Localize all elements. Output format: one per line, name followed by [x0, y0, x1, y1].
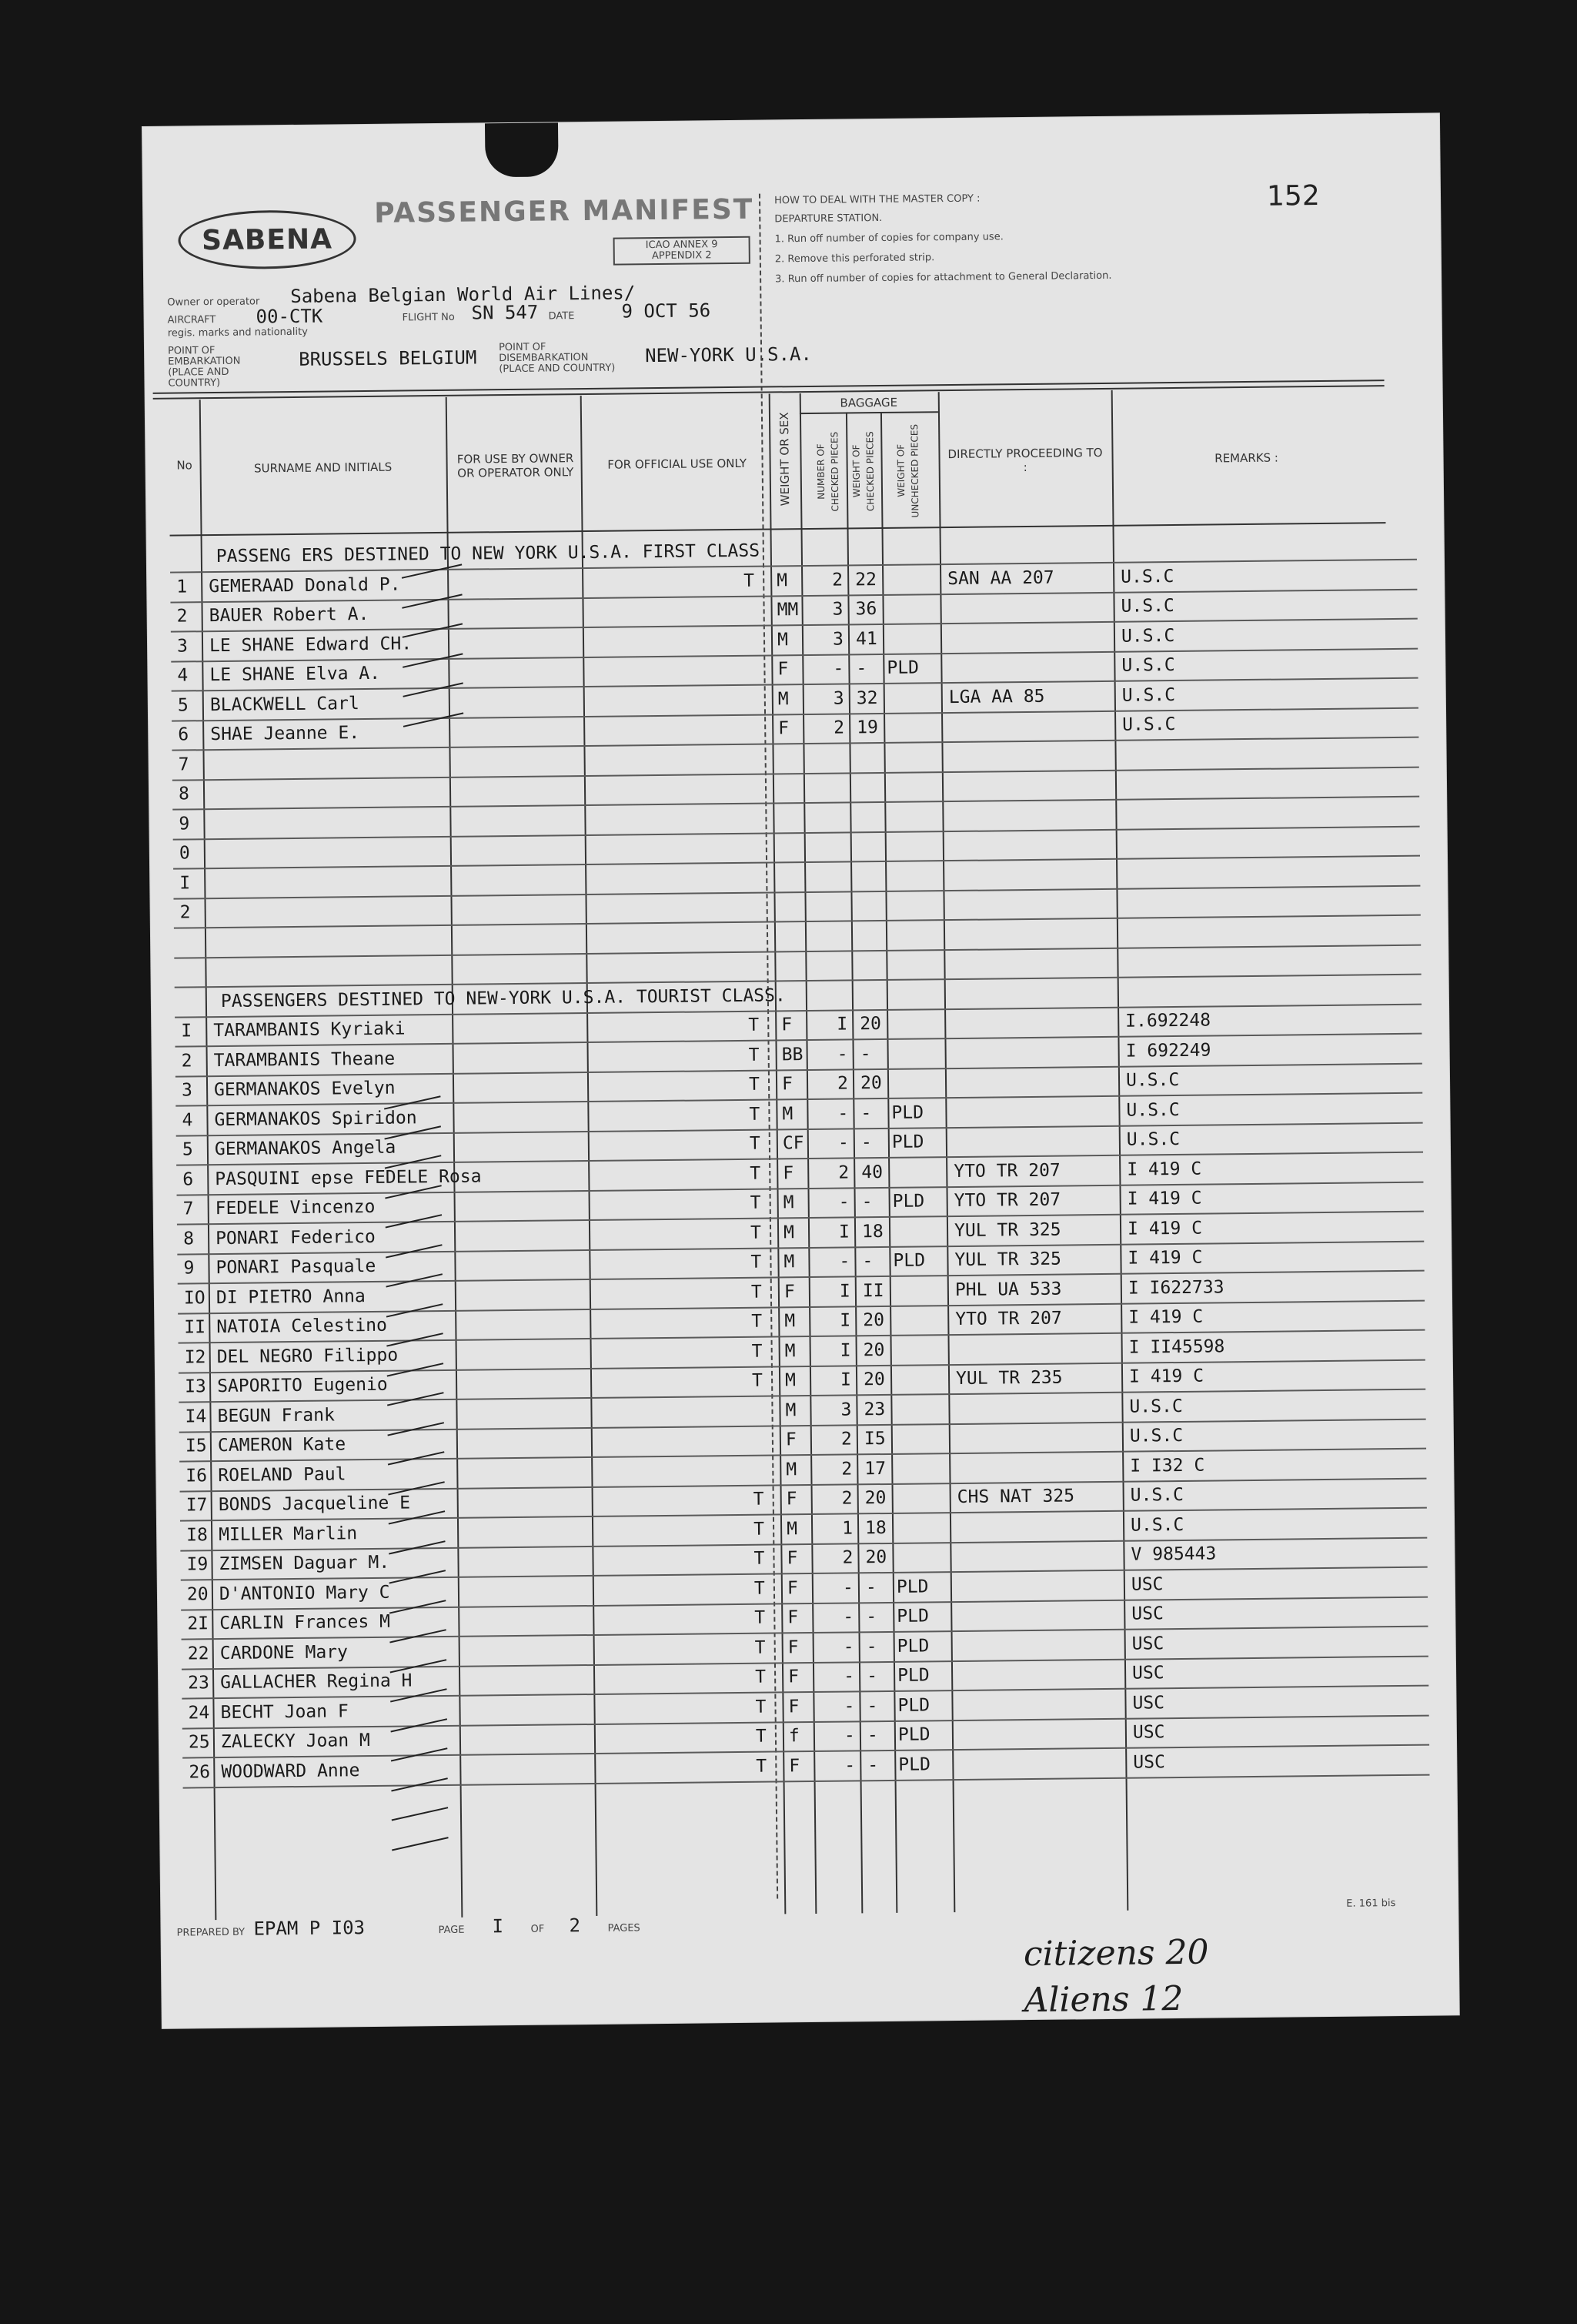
- cell-sex: M: [784, 1311, 796, 1332]
- cell-name: TARAMBANIS Theane: [213, 1048, 396, 1071]
- cell-t: T: [750, 1222, 762, 1243]
- cell-n: 2: [842, 1547, 854, 1568]
- cell-name: LE SHANE Elva A.: [209, 663, 381, 686]
- cell-n: 3: [840, 1399, 852, 1420]
- cell-no: 26: [189, 1761, 211, 1782]
- cell-no: I4: [185, 1406, 207, 1427]
- prepared-label: PREPARED BY: [176, 1926, 246, 1939]
- cell-w: -: [865, 1577, 877, 1597]
- cell-to: YUL TR 325: [954, 1219, 1061, 1241]
- cell-no: 6: [182, 1169, 194, 1190]
- cell-t: T: [753, 1548, 765, 1569]
- cell-name: TARAMBANIS Kyriaki: [213, 1018, 406, 1042]
- cell-w: 20: [863, 1339, 885, 1360]
- cell-no: 5: [177, 694, 189, 716]
- cell-sex: M: [777, 570, 788, 590]
- approval-stroke: [392, 1807, 449, 1821]
- cell-no: I8: [186, 1524, 208, 1546]
- cell-name: D'ANTONIO Mary C: [219, 1582, 390, 1604]
- cell-n: I: [840, 1369, 852, 1390]
- cell-rem: I 419 C: [1128, 1247, 1203, 1269]
- cell-rem: U.S.C: [1126, 1099, 1180, 1121]
- cell-n: -: [839, 1251, 850, 1272]
- cell-rem: U.S.C: [1129, 1396, 1183, 1417]
- cell-no: 2: [176, 606, 188, 627]
- date-label: DATE: [548, 310, 575, 323]
- cell-name: PONARI Pasquale: [216, 1256, 376, 1279]
- cell-n: -: [838, 1192, 850, 1212]
- cell-name: DEL NEGRO Filippo: [216, 1345, 399, 1367]
- cell-n: -: [843, 1607, 854, 1627]
- cell-no: 2I: [187, 1613, 209, 1634]
- sabena-logo: SABENA: [178, 209, 356, 269]
- cell-t: T: [751, 1370, 763, 1391]
- cell-sex: M: [782, 1103, 794, 1124]
- cell-name: ZIMSEN Daguar M.: [219, 1552, 390, 1575]
- cell-n: -: [844, 1725, 855, 1746]
- cell-sex: M: [777, 629, 789, 650]
- cell-n: I: [838, 1221, 850, 1242]
- cell-w: 23: [864, 1399, 886, 1419]
- cell-t: T: [753, 1519, 765, 1540]
- cell-no: 0: [179, 843, 190, 864]
- cell-to: YTO TR 207: [955, 1308, 1062, 1330]
- cell-n: -: [837, 1102, 849, 1124]
- flight-value: SN 547: [471, 301, 539, 324]
- cell-u: PLD: [897, 1606, 929, 1627]
- cell-t: T: [750, 1252, 762, 1272]
- cell-rem: U.S.C: [1121, 566, 1174, 587]
- cell-sex: F: [788, 1696, 800, 1717]
- col-checked-num: NUMBER OF CHECKED PIECES: [815, 431, 841, 512]
- owner-label: Owner or operator: [167, 296, 260, 309]
- cell-name: NATOIA Celestino: [216, 1315, 388, 1338]
- cell-sex: M: [784, 1340, 796, 1361]
- col-official: FOR OFFICIAL USE ONLY: [607, 456, 747, 472]
- cell-rem: I 419 C: [1127, 1218, 1203, 1239]
- cell-rem: U.S.C: [1121, 654, 1175, 676]
- cell-t: T: [755, 1697, 767, 1717]
- cell-no: I5: [185, 1436, 207, 1456]
- cell-no: 20: [186, 1583, 209, 1604]
- cell-w: -: [866, 1607, 877, 1627]
- cell-rem: U.S.C: [1125, 1069, 1180, 1091]
- cell-w: 20: [860, 1014, 882, 1035]
- cell-w: 20: [863, 1309, 885, 1331]
- cell-to: YUL TR 325: [954, 1249, 1062, 1271]
- cell-w: 19: [857, 717, 879, 738]
- cell-u: PLD: [897, 1635, 930, 1657]
- cell-no: I: [179, 872, 191, 894]
- cell-w: 36: [855, 599, 877, 620]
- cell-sex: F: [781, 1015, 793, 1035]
- cell-sex: M: [784, 1370, 797, 1391]
- col-weight-sex: WEIGHT OR SEX: [777, 412, 793, 507]
- col-no: No: [176, 458, 192, 473]
- cell-sex: M: [777, 688, 789, 709]
- cell-name: ROELAND Paul: [218, 1463, 346, 1486]
- cell-no: 3: [181, 1080, 193, 1101]
- punch-hole: [485, 122, 559, 177]
- manifest-sheet: [142, 113, 1459, 2028]
- cell-name: FEDELE Vincenzo: [215, 1196, 376, 1219]
- cell-t: T: [748, 1045, 760, 1065]
- cell-t: T: [755, 1726, 767, 1747]
- cell-rem: I 419 C: [1127, 1159, 1202, 1180]
- cell-w: -: [867, 1754, 879, 1775]
- pages-value: 2: [569, 1914, 581, 1937]
- cell-t: T: [748, 1015, 760, 1035]
- cell-rem: USC: [1132, 1722, 1165, 1743]
- cell-no: 6: [178, 724, 189, 745]
- flight-label: FLIGHT No: [402, 311, 455, 324]
- cell-n: -: [843, 1666, 855, 1687]
- cell-rem: USC: [1131, 1633, 1164, 1654]
- col-checked-wt: WEIGHT OF CHECKED PIECES: [850, 431, 877, 512]
- cell-u: PLD: [892, 1191, 925, 1212]
- cell-u: PLD: [887, 657, 920, 678]
- handwritten-citizens: citizens 20: [1023, 1932, 1209, 1975]
- cell-t: T: [750, 1282, 762, 1302]
- cell-t: T: [749, 1133, 760, 1154]
- cell-n: 2: [838, 1162, 850, 1183]
- cell-u: PLD: [896, 1576, 929, 1597]
- col-baggage: BAGGAGE: [840, 395, 898, 410]
- of-label: OF: [530, 1923, 545, 1935]
- date-value: 9 OCT 56: [621, 299, 711, 323]
- cell-n: -: [842, 1577, 854, 1598]
- cell-name: PASQUINI epse FEDELE Rosa: [215, 1165, 482, 1189]
- cell-name: GEMERAAD Donald P.: [209, 574, 401, 597]
- cell-w: -: [866, 1636, 877, 1657]
- cell-name: BLACKWELL Carl: [209, 693, 359, 715]
- section-header: PASSENG ERS DESTINED TO NEW YORK U.S.A. FIRST CLASS: [216, 540, 760, 567]
- cell-sex: F: [789, 1755, 800, 1776]
- cell-name: BONDS Jacqueline E: [218, 1493, 411, 1516]
- cell-w: II: [862, 1280, 884, 1301]
- cell-n: I: [839, 1280, 850, 1302]
- aircraft-value: 00-CTK: [256, 305, 323, 328]
- cell-sex: F: [785, 1430, 797, 1450]
- cell-n: I: [840, 1310, 851, 1331]
- cell-no: 22: [187, 1643, 209, 1664]
- cell-n: 2: [841, 1458, 853, 1480]
- cell-name: PONARI Federico: [215, 1226, 376, 1249]
- cell-u: PLD: [891, 1132, 924, 1152]
- cell-rem: I 419 C: [1128, 1366, 1204, 1387]
- cell-no: 5: [182, 1139, 193, 1160]
- cell-rem: V 985443: [1131, 1543, 1217, 1565]
- cell-rem: U.S.C: [1126, 1129, 1181, 1150]
- cell-sex: F: [787, 1577, 798, 1598]
- cell-rem: I 419 C: [1128, 1306, 1204, 1328]
- cell-w: -: [867, 1695, 878, 1716]
- cell-to: CHS NAT 325: [957, 1486, 1075, 1508]
- cell-rem: I 419 C: [1127, 1188, 1202, 1209]
- cell-n: I: [840, 1339, 851, 1361]
- cell-name: ZALECKY Joan M: [220, 1730, 370, 1753]
- cell-to: PHL UA 533: [954, 1279, 1062, 1300]
- cell-n: 1: [841, 1517, 854, 1539]
- cell-n: I: [837, 1014, 848, 1035]
- cell-t: T: [750, 1192, 761, 1213]
- cell-n: -: [844, 1754, 856, 1776]
- cell-t: T: [748, 1074, 760, 1095]
- cell-no: 8: [178, 784, 190, 804]
- col-proceeding: DIRECTLY PROCEEDING TO :: [947, 445, 1103, 475]
- form-number: E. 161 bis: [1346, 1898, 1396, 1910]
- cell-sex: M: [786, 1518, 798, 1539]
- col-owner-use: FOR USE BY OWNER OR OPERATOR ONLY: [456, 451, 574, 480]
- cell-sex: F: [783, 1162, 794, 1183]
- cell-sex: F: [778, 718, 790, 739]
- cell-rem: USC: [1132, 1692, 1165, 1714]
- cell-w: 32: [856, 687, 878, 708]
- cell-no: 4: [177, 665, 189, 686]
- cell-w: 20: [864, 1487, 887, 1509]
- cell-rem: U.S.C: [1130, 1514, 1184, 1536]
- embark-value: BRUSSELS BELGIUM: [299, 346, 477, 370]
- cell-n: -: [837, 1043, 848, 1065]
- cell-sex: F: [783, 1281, 795, 1302]
- cell-no: I6: [185, 1465, 208, 1486]
- cell-name: GERMANAKOS Angela: [214, 1137, 396, 1160]
- cell-w: 22: [855, 569, 877, 590]
- col-unchecked-wt: WEIGHT OF UNCHECKED PIECES: [895, 423, 921, 518]
- cell-sex: F: [787, 1607, 799, 1628]
- cell-no: 2: [179, 902, 191, 923]
- cell-sex: F: [787, 1667, 800, 1687]
- cell-w: -: [860, 1102, 872, 1123]
- disembark-label: POINT OF DISEMBARKATION (PLACE AND COUNTRY): [498, 341, 616, 376]
- cell-u: PLD: [893, 1250, 926, 1271]
- cell-t: T: [750, 1163, 761, 1184]
- cell-no: 3: [176, 635, 189, 657]
- page-value: I: [492, 1915, 504, 1938]
- cell-sex: M: [786, 1459, 797, 1480]
- pages-label: PAGES: [607, 1922, 640, 1934]
- cell-name: BEGUN Frank: [217, 1404, 335, 1426]
- stamp-page-number: 152: [1266, 179, 1320, 212]
- cell-u: PLD: [897, 1694, 930, 1716]
- page-label: PAGE: [438, 1924, 465, 1937]
- cell-rem: I I32 C: [1130, 1455, 1205, 1476]
- cell-no: I7: [185, 1495, 208, 1516]
- cell-n: 2: [832, 570, 844, 590]
- cell-n: -: [837, 1132, 849, 1153]
- cell-t: T: [753, 1578, 765, 1599]
- owner-value: Sabena Belgian World Air Lines/: [290, 282, 636, 307]
- cell-n: -: [844, 1695, 855, 1717]
- col-remarks: REMARKS :: [1214, 450, 1279, 466]
- cell-n: 2: [841, 1488, 853, 1509]
- cell-no: 7: [182, 1199, 194, 1219]
- cell-t: T: [753, 1489, 764, 1510]
- manifest-title: PASSENGER MANIFEST: [373, 193, 754, 229]
- cell-w: -: [866, 1666, 878, 1687]
- cell-t: T: [743, 570, 755, 591]
- aircraft-label: AIRCRAFT: [167, 314, 216, 326]
- cell-to: YTO TR 207: [954, 1189, 1061, 1212]
- cell-w: -: [860, 1132, 872, 1153]
- cell-w: -: [860, 1043, 871, 1064]
- cell-rem: USC: [1131, 1573, 1164, 1595]
- cell-name: MILLER Marlin: [219, 1523, 358, 1545]
- cell-sex: F: [777, 659, 789, 680]
- cell-name: SHAE Jeanne E.: [210, 723, 360, 745]
- cell-no: 23: [188, 1673, 210, 1694]
- cell-rem: U.S.C: [1130, 1484, 1184, 1506]
- cell-rem: I.692248: [1125, 1010, 1211, 1032]
- cell-t: T: [751, 1311, 763, 1332]
- cell-no: II: [184, 1317, 206, 1338]
- cell-t: T: [754, 1607, 766, 1628]
- cell-t: T: [756, 1756, 767, 1777]
- cell-name: BAUER Robert A.: [209, 604, 369, 627]
- cell-w: 18: [861, 1221, 884, 1242]
- cell-sex: M: [783, 1222, 795, 1242]
- instructions: HOW TO DEAL WITH THE MASTER COPY : DEPARTURE STATION. 1. Run off number of copies for company use. 2. Remove this perforated strip. 3. Run off number of copies for attachment to General Declaration.: [773, 192, 1112, 286]
- cell-name: SAPORITO Eugenio: [217, 1374, 388, 1397]
- cell-rem: U.S.C: [1121, 684, 1176, 706]
- cell-sex: F: [786, 1489, 797, 1510]
- embark-label: POINT OF EMBARKATION (PLACE AND COUNTRY): [167, 345, 241, 390]
- cell-sex: M: [783, 1192, 794, 1213]
- cell-rem: USC: [1133, 1751, 1165, 1773]
- cell-no: IO: [183, 1287, 205, 1309]
- cell-name: GERMANAKOS Spiridon: [214, 1107, 417, 1130]
- cell-sex: MM: [777, 600, 799, 620]
- cell-sex: CF: [782, 1133, 804, 1154]
- cell-t: T: [751, 1341, 763, 1362]
- cell-no: 9: [179, 813, 190, 834]
- cell-t: T: [749, 1104, 760, 1125]
- cell-rem: U.S.C: [1121, 625, 1175, 647]
- cell-no: 4: [182, 1109, 193, 1131]
- cell-n: 3: [832, 628, 844, 650]
- cell-name: CARLIN Frances M: [219, 1611, 391, 1634]
- cell-to: YUL TR 235: [955, 1367, 1063, 1389]
- cell-no: I2: [184, 1346, 206, 1368]
- cell-name: GERMANAKOS Evelyn: [213, 1078, 396, 1101]
- cell-w: 20: [863, 1369, 885, 1390]
- col-surname: SURNAME AND INITIALS: [253, 460, 393, 476]
- cell-sex: F: [781, 1074, 794, 1095]
- cell-sex: M: [785, 1399, 797, 1420]
- icao-box: ICAO ANNEX 9 APPENDIX 2: [613, 236, 750, 266]
- cell-w: -: [856, 658, 867, 679]
- cell-sex: BB: [781, 1044, 804, 1065]
- cell-n: 2: [837, 1073, 849, 1094]
- cell-rem: U.S.C: [1122, 714, 1176, 735]
- cell-rem: USC: [1131, 1663, 1164, 1684]
- cell-to: LGA AA 85: [948, 686, 1045, 707]
- cell-t: T: [754, 1667, 767, 1687]
- cell-w: 41: [855, 628, 877, 649]
- cell-name: DI PIETRO Anna: [216, 1286, 366, 1308]
- cell-name: LE SHANE Edward CH.: [209, 633, 413, 656]
- cell-to: SAN AA 207: [947, 567, 1054, 589]
- cell-no: 24: [188, 1702, 210, 1723]
- cell-u: PLD: [897, 1724, 930, 1745]
- section-header: PASSENGERS DESTINED TO NEW-YORK U.S.A. TOURIST CLASS.: [220, 985, 786, 1012]
- prepared-value: EPAM P I03: [253, 1917, 366, 1940]
- cell-u: PLD: [897, 1665, 930, 1686]
- cell-name: CARDONE Mary: [219, 1641, 349, 1664]
- cell-rem: U.S.C: [1129, 1425, 1184, 1446]
- handwritten-aliens: Aliens 12: [1024, 1978, 1184, 2021]
- cell-n: 2: [840, 1429, 852, 1450]
- regis-label: regis. marks and nationality: [167, 326, 308, 339]
- cell-sex: F: [787, 1637, 799, 1657]
- cell-name: GALLACHER Regina H: [220, 1670, 413, 1694]
- cell-rem: I II45598: [1128, 1336, 1225, 1358]
- cell-sex: M: [783, 1252, 795, 1272]
- cell-n: 3: [832, 599, 844, 620]
- cell-w: 17: [864, 1458, 887, 1479]
- cell-rem: U.S.C: [1121, 595, 1174, 617]
- cell-rem: USC: [1131, 1603, 1164, 1624]
- cell-no: I9: [186, 1554, 209, 1575]
- cell-no: 8: [182, 1228, 195, 1249]
- cell-w: 40: [861, 1162, 884, 1182]
- cell-w: 20: [865, 1547, 887, 1568]
- cell-sex: f: [788, 1726, 800, 1747]
- cell-no: 2: [181, 1050, 192, 1072]
- cell-n: -: [833, 658, 844, 679]
- cell-no: I: [181, 1021, 192, 1042]
- approval-stroke: [392, 1837, 449, 1851]
- cell-u: PLD: [898, 1754, 931, 1775]
- cell-n: -: [843, 1636, 854, 1657]
- cell-u: PLD: [891, 1102, 924, 1123]
- cell-name: BECHT Joan F: [220, 1700, 349, 1723]
- cell-no: 9: [183, 1258, 195, 1279]
- cell-no: 1: [176, 576, 188, 597]
- cell-no: I3: [185, 1376, 206, 1397]
- cell-sex: F: [787, 1548, 798, 1569]
- cell-n: 3: [833, 687, 844, 709]
- cell-rem: I 692249: [1125, 1040, 1211, 1062]
- cell-name: WOODWARD Anne: [221, 1760, 360, 1782]
- cell-w: -: [861, 1192, 873, 1212]
- cell-to: YTO TR 207: [954, 1160, 1061, 1182]
- cell-w: 20: [860, 1073, 882, 1094]
- cell-name: CAMERON Kate: [217, 1434, 346, 1456]
- cell-n: 2: [834, 717, 845, 738]
- cell-rem: I I622733: [1128, 1276, 1225, 1299]
- cell-no: 7: [178, 754, 189, 775]
- cell-w: 18: [864, 1517, 887, 1538]
- disembark-value: NEW-YORK U.S.A.: [645, 343, 813, 367]
- cell-w: -: [867, 1725, 878, 1746]
- cell-t: T: [754, 1637, 766, 1658]
- cell-w: I5: [864, 1428, 886, 1450]
- cell-no: 25: [188, 1732, 210, 1753]
- cell-w: -: [862, 1251, 874, 1272]
